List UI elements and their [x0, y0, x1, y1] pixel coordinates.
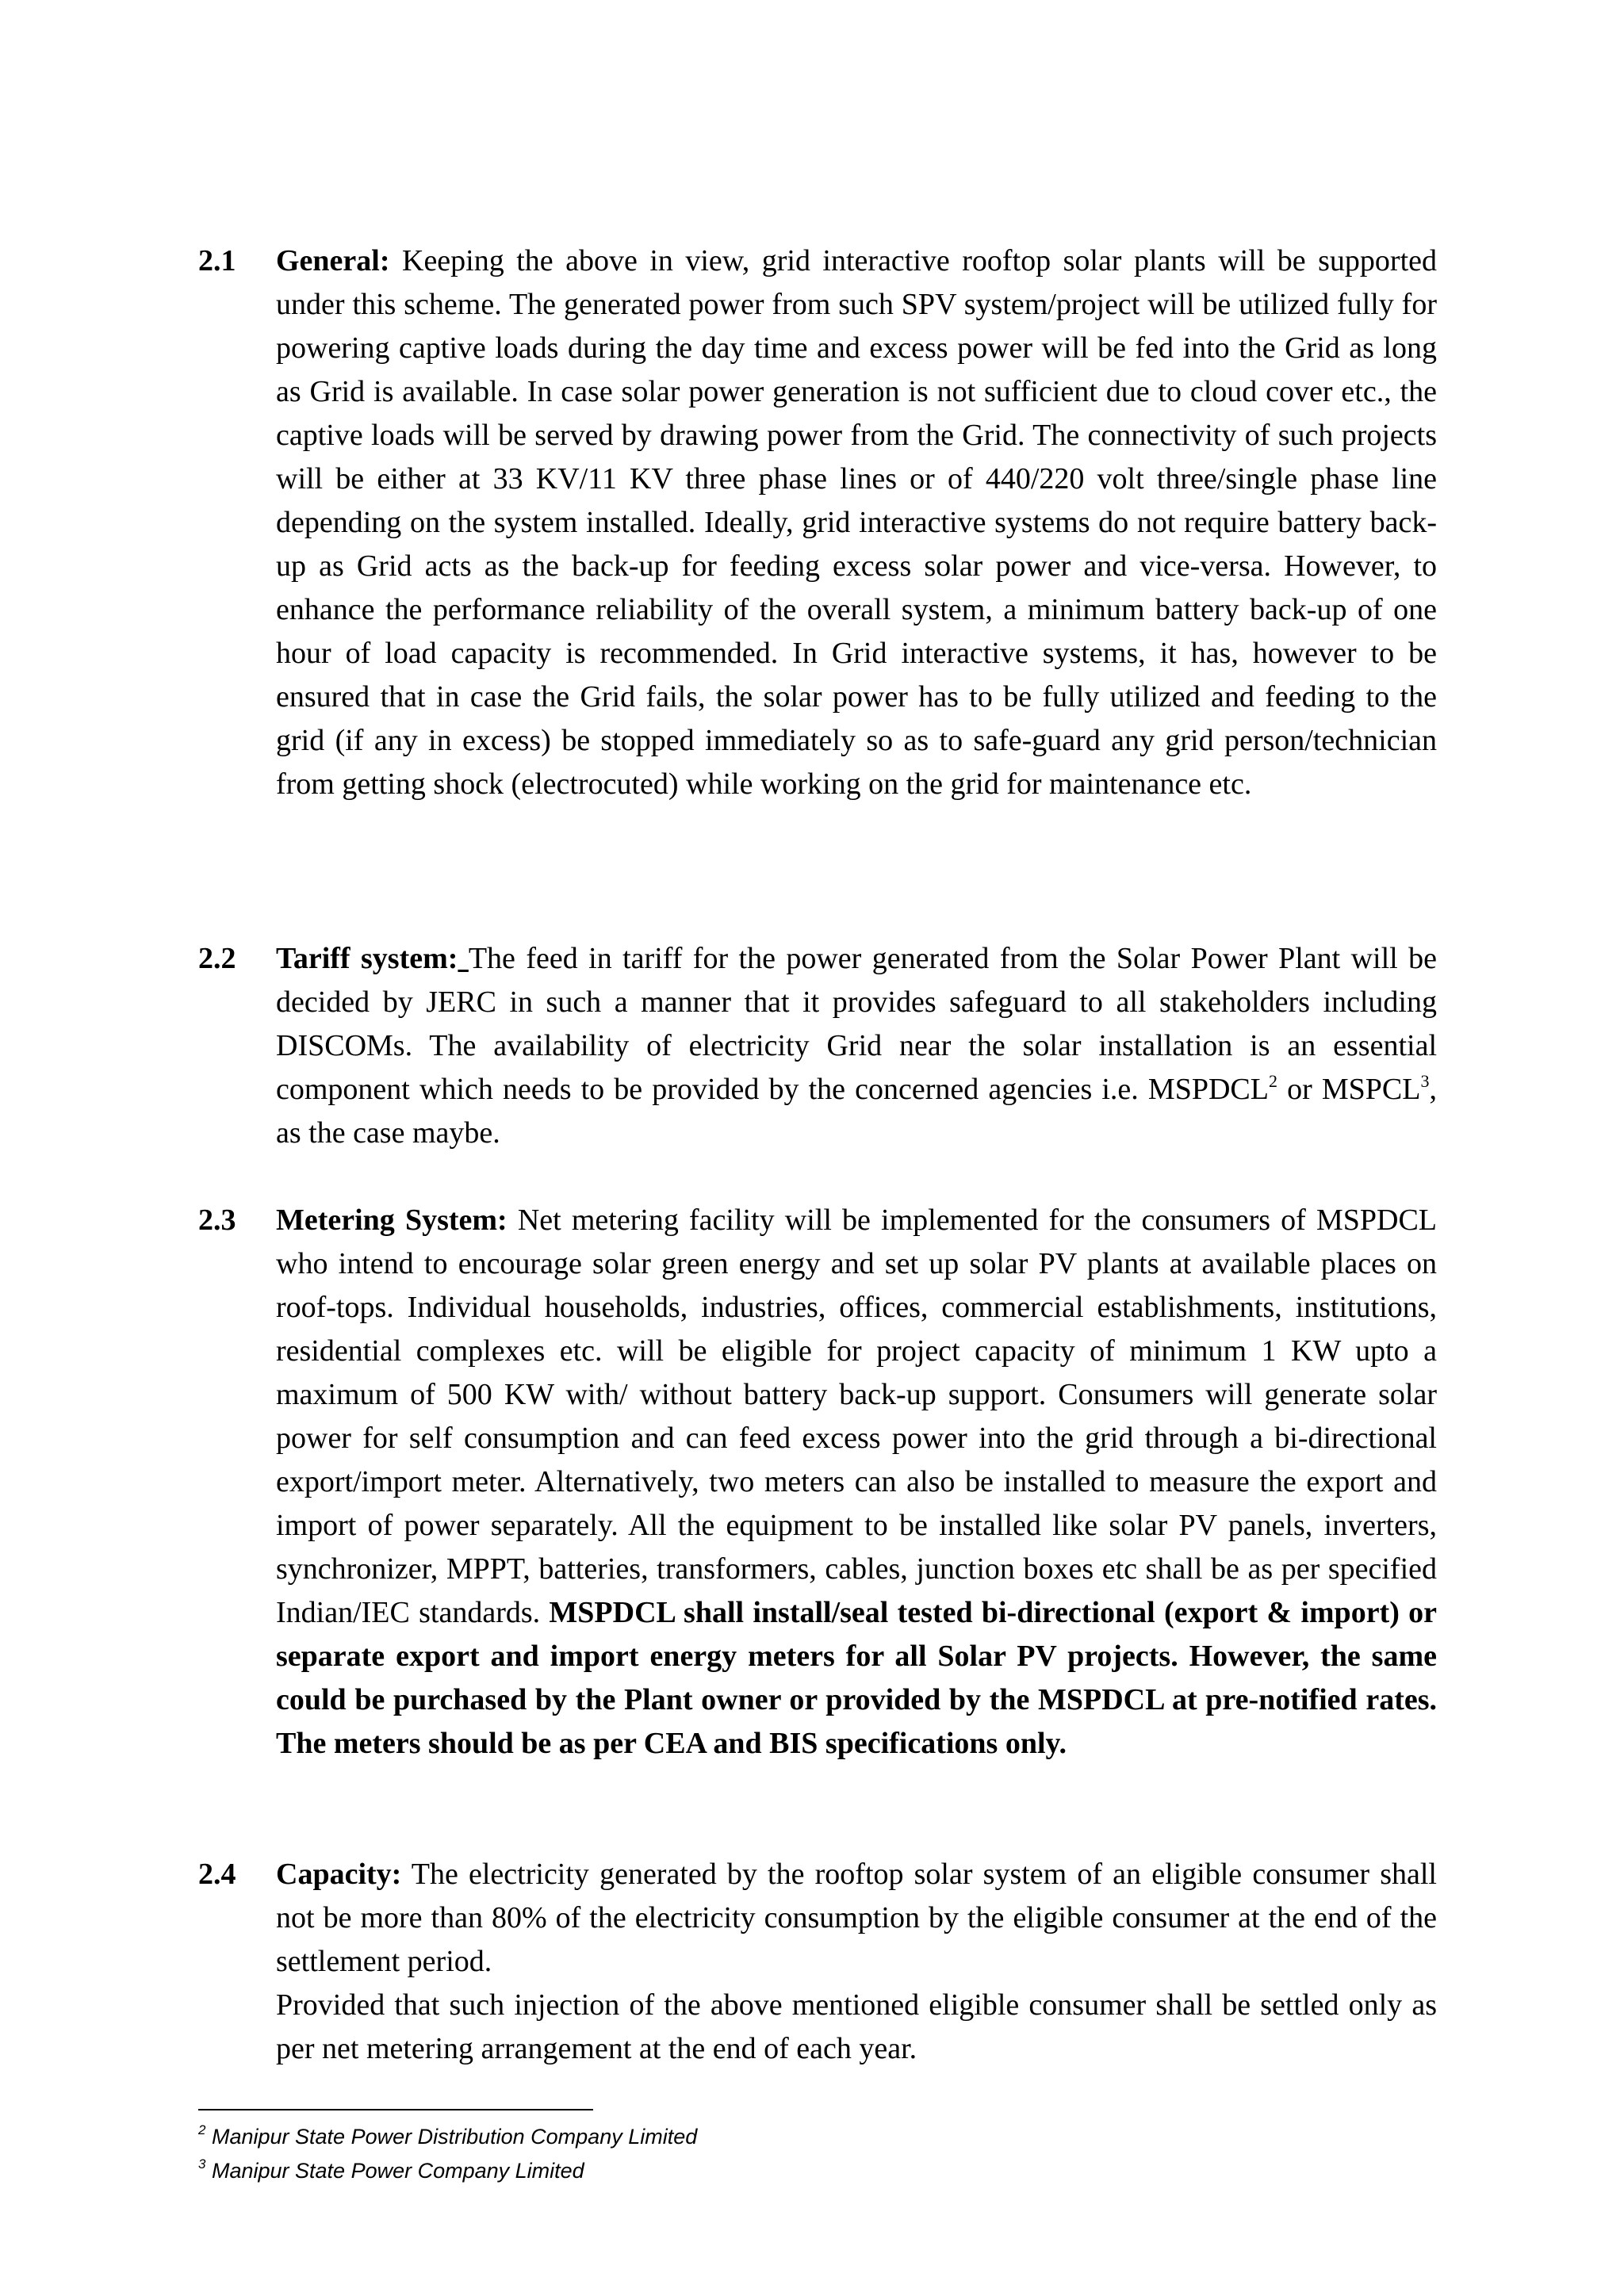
bold-requirement-text: MSPDCL shall install/seal tested bi-directional (export & import) or separate export and import energy meters for all Solar PV projects. However, the same could be purchased by the Plant owner or provided by the MSPDCL at pre-notified rates. The meters should be as per CEA and BIS specifications only. [276, 1596, 1438, 1760]
section-heading: Capacity: [276, 1858, 402, 1891]
section-number: 2.1 [198, 244, 236, 277]
section-body [276, 1199, 1437, 1766]
footnote-marker: 2 [198, 2122, 206, 2137]
paragraph-text: The electricity generated by the rooftop solar system of an eligible consumer shall not be more than 80% of the electricity consumption by the eligible consumer at the end of the settlement period. [276, 1858, 1437, 1978]
paragraph [276, 1853, 1437, 1984]
paragraph-text: The feed in tariff for the power generated from the Solar Power Plant will be decided by JERC in such a manner that it provides safeguard to all stakeholders including DISCOMs. The availability of electricity Grid near the solar installation is an essential component which needs to be provided by the concerned agencies i.e. MSPDCL [276, 942, 1438, 1106]
section-heading: Tariff system: [276, 942, 458, 975]
footnote-text: Manipur State Power Distribution Company Limited [211, 2125, 698, 2149]
heading-underline-space [458, 942, 468, 975]
section-number: 2.3 [198, 1203, 236, 1237]
section-body [276, 239, 1437, 806]
section-heading: Metering System: [276, 1203, 508, 1237]
footnote-divider [198, 2109, 593, 2110]
section-number: 2.4 [198, 1858, 236, 1891]
paragraph-text-end: , as the case maybe. [276, 1073, 1437, 1150]
paragraph [276, 239, 1437, 806]
paragraph [276, 1199, 1437, 1766]
footnote-text: Manipur State Power Company Limited [211, 2159, 584, 2183]
footnote-marker: 3 [198, 2156, 206, 2172]
paragraph-text-middle: or MSPCL [1277, 1073, 1421, 1106]
section-body [276, 1853, 1437, 2071]
footnote-2 [198, 2121, 697, 2152]
footnote-3 [198, 2155, 584, 2187]
paragraph-text: Net metering facility will be implemented for the consumers of MSPDCL who intend to encourage solar green energy and set up solar PV plants at available places on roof-tops. Individual households, industries, offices, commercial establishments, institutions, residential complexes etc. will be eligible for project capacity of minimum 1 KW upto a maximum of 500 KW with/ without battery back-up support. Consumers will generate solar power for self consumption and can feed excess power into the grid through a bi-directional export/import meter. Alternatively, two meters can also be installed to measure the export and import of power separately. All the equipment to be installed like solar PV panels, inverters, synchronizer, MPPT, batteries, transformers, cables, junction boxes etc shall be as per specified Indian/IEC standards. [276, 1203, 1438, 1629]
footnote-ref-2: 2 [1268, 1071, 1277, 1091]
section-heading: General: [276, 244, 390, 277]
proviso-paragraph: Provided that such injection of the above mentioned eligible consumer shall be settled only as per net metering arrangement at the end of each year. [276, 1988, 1437, 2065]
paragraph-text: Keeping the above in view, grid interactive rooftop solar plants will be supported under this scheme. The generated power from such SPV system/project will be utilized fully for powering captive loads during the day time and excess power will be fed into the Grid as long as Grid is available. In case solar power generation is not sufficient due to cloud cover etc., the captive loads will be served by drawing power from the Grid. The connectivity of such projects will be either at 33 KV/11 KV three phase lines or of 440/220 volt three/single phase line depending on the system installed. Ideally, grid interactive systems do not require battery back-up as Grid acts as the back-up for feeding excess solar power and vice-versa. However, to enhance the performance reliability of the overall system, a minimum battery back-up of one hour of load capacity is recommended. In Grid interactive systems, it has, however to be ensured that in case the Grid fails, the solar power has to be fully utilized and feeding to the grid (if any in excess) be stopped immediately so as to safe-guard any grid person/technician from getting shock (electrocuted) while working on the grid for maintenance etc. [276, 244, 1437, 801]
footnote-ref-3: 3 [1420, 1071, 1430, 1091]
section-number: 2.2 [198, 942, 236, 975]
section-body [276, 937, 1437, 1155]
paragraph [276, 937, 1437, 1155]
